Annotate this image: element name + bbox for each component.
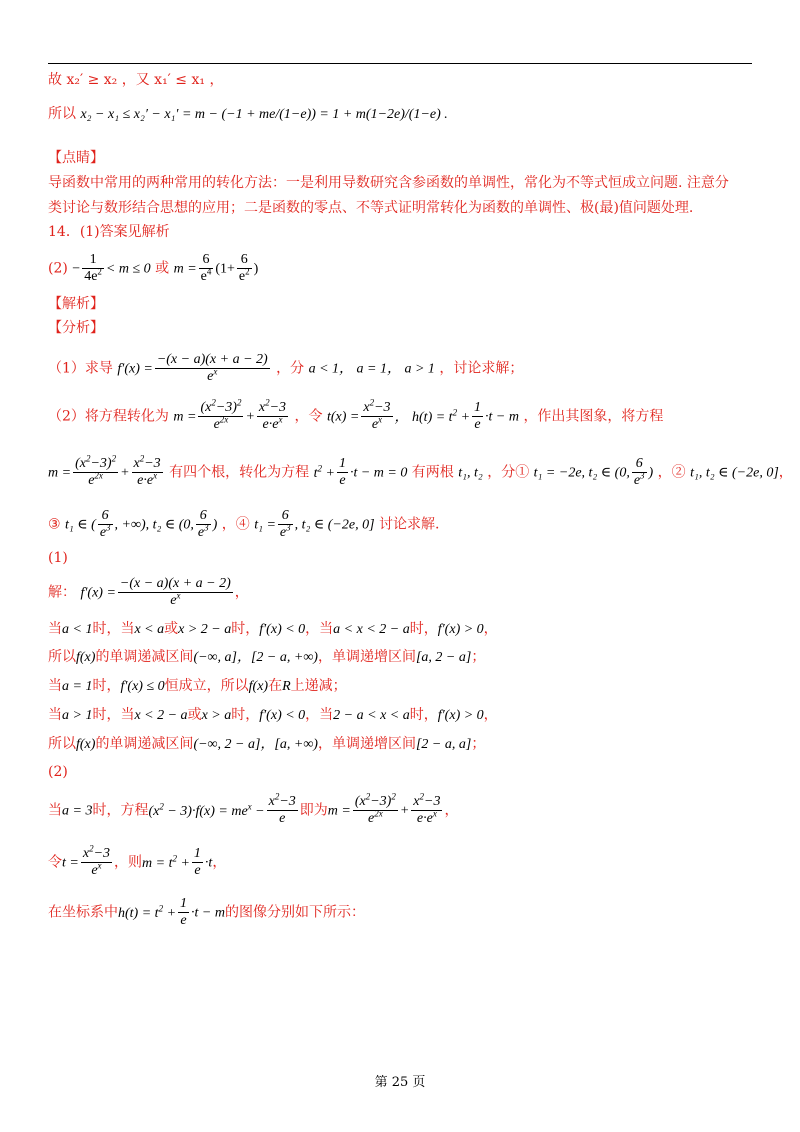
text-p2: (2): [48, 764, 68, 780]
text-c4b: 时，当: [92, 707, 135, 723]
analysis-4: ③ t₁ ∈ ( $\frac{6}{e^3}$ , +∞), t₂ ∈ (0, $\frac{6}{e^3}$ ) ，④ t₁ = $\frac{6}{e^3}$ , t₂ ∈ (−2e, 0] 讨论求解.: [48, 508, 440, 540]
math-difference: x₂ − x₁ ≤ x₂′ − x₁′ = m − (−1 + me/(1−e)) = 1 + m(1−2e)/(1−e) .: [80, 107, 448, 122]
dianjing-line-2: [48, 198, 693, 218]
part-2-graph-intro: 在坐标系中$h(t) = t^2$ + $\frac{1}{e}$ ·t − m的图像分别如下所示：: [48, 896, 365, 928]
text-c1d: 时，: [231, 621, 260, 637]
text-or: 或: [155, 260, 170, 277]
text-fx1a: （1）求导: [48, 360, 113, 377]
text-c3c: 恒成立，所以: [164, 678, 249, 694]
text-c3a: 当: [48, 678, 62, 694]
text-fx3a: 有四个根，转化为方程: [169, 464, 310, 481]
text-c3d: 在: [268, 678, 283, 694]
heading-dianjing: [48, 148, 104, 168]
text-c1b: 时，当: [92, 621, 135, 637]
solution-derivative: 解： f′(x) = $\frac{-(x - a)(x + a - 2)}{e^x}$ ，: [48, 576, 249, 608]
text-14-1: 14．(1)答案见解析: [48, 224, 170, 240]
heading-fenxi: [48, 318, 104, 338]
text-fx1c: ，讨论求解；: [439, 360, 524, 377]
text-c1c: 或: [164, 621, 179, 637]
text-jie: 解：: [48, 584, 76, 601]
case-a-gt-1: 当a > 1时，当x < 2 − a或x > a时，f′(x) < 0，当2 − a < x < a时，f′(x) > 0，: [48, 707, 498, 723]
text-c4d: 时，: [231, 707, 260, 723]
text-p1: (1): [48, 550, 68, 566]
text-fx4b: ，④: [221, 516, 250, 533]
text-c4e: ，当: [305, 707, 334, 723]
text-c3e: 上递减；: [290, 678, 347, 694]
monotonic-a-gt-1: 所以f(x)的单调递减区间(−∞, 2 − a]，[a, +∞)，单调递增区间[2 − a, a]；: [48, 736, 486, 752]
top-rule: [48, 63, 752, 64]
text-c1a: 当: [48, 621, 62, 637]
text-dj1: 导函数中常用的两种常用的转化方法：一是利用导数研究含参函数的单调性，常化为不等式恒成立问题. 注意分: [48, 175, 729, 191]
text-fx3d: ，②: [657, 464, 686, 481]
text-c2a: 所以: [48, 649, 76, 665]
text-jiexi: 【解析】: [48, 296, 104, 312]
text-c2c: ，单调递增区间: [317, 649, 416, 665]
part-1-label: [48, 548, 68, 568]
text-fx1b: ，分: [276, 360, 305, 377]
text-d2b: ，则: [114, 854, 143, 871]
answer-14-2: (2) − $\frac{1}{4e^2}$ < m ≤ 0 或 m = $\frac{6}{e^4}$ (1+ $\frac{6}{e^2}$ ): [48, 252, 259, 284]
text-fx3b: 有两根: [411, 464, 454, 481]
line-difference: [48, 104, 448, 125]
part-2-substitution: 令t = $\frac{x^2-3}{e^x}$ ，则$m = t^2$ + $\frac{1}{e}$ ·t，: [48, 843, 227, 878]
monotonic-a-lt-1: 所以f(x)的单调递减区间(−∞, a]，[2 − a, +∞)，单调递增区间[a, 2 − a]；: [48, 649, 486, 665]
text-c1f: 时，: [409, 621, 438, 637]
text-c4c: 或: [187, 707, 202, 723]
text-conclusion: 故 x₂′ ≥ x₂ ，又 x₁′ ≤ x₁ ，: [48, 72, 224, 88]
text-fenxi: 【分析】: [48, 320, 104, 336]
text-d1a: 当: [48, 802, 62, 819]
text-d2a: 令: [48, 854, 62, 871]
text-c3b: 时，: [92, 678, 121, 694]
line-conclusion-x2: [48, 70, 223, 90]
case-a-eq-1: 当a = 1时，f′(x) ≤ 0恒成立，所以f(x)在R上递减；: [48, 678, 347, 694]
case-a-lt-1: 当a < 1时，当x < a或x > 2 − a时，f′(x) < 0，当a < x < 2 − a时，f′(x) > 0，: [48, 621, 498, 637]
text-c5b: 的单调递减区间: [95, 736, 194, 752]
text-dianjing: 【点睛】: [48, 150, 104, 166]
analysis-2: （2）将方程转化为 m = $\frac{(x^2-3)^2}{e^{2x}}$ + $\frac{x^2-3}{e\cdot e^x}$ ，令 t(x) = $\frac{x^2-3}{e^x}$ ， $h(t) = t^2$ + $\frac{1}{e}$ ·t − m ，作出其图象，将方程: [48, 397, 664, 432]
page-footer: 第 25 页: [374, 1075, 426, 1090]
text-c2b: 的单调递减区间: [95, 649, 194, 665]
text-d3a: 在坐标系中: [48, 904, 118, 921]
text-c4a: 当: [48, 707, 62, 723]
text-fx2a: （2）将方程转化为: [48, 408, 169, 425]
part-2-label: [48, 762, 68, 782]
text-c4f: 时，: [409, 707, 438, 723]
text-suoyi: 所以: [48, 106, 76, 122]
text-c5a: 所以: [48, 736, 76, 752]
heading-jiexi: [48, 294, 104, 314]
text-fx2b: ，令: [294, 408, 323, 425]
text-fx3c: ，分①: [487, 464, 530, 481]
text-dj2: 类讨论与数形结合思想的应用；二是函数的零点、不等式证明常转化为函数的单调性、极(最)值问题处理.: [48, 200, 694, 216]
analysis-1: （1）求导 f′(x) = $\frac{-(x - a)(x + a - 2)}{e^x}$ ，分 a < 1， a = 1， a > 1 ，讨论求解；: [48, 352, 524, 384]
text-fx4a: ③: [48, 516, 61, 533]
analysis-3: m = $\frac{(x^2-3)^2}{e^{2x}}$ + $\frac{x^2-3}{e\cdot e^x}$ 有四个根，转化为方程 $t^2$ + $\frac{1}{e}$ ·t − m = 0 有两根 t₁, t₂ ，分① t₁ = −2e, t₂ ∈ (0, $\frac{6}{e^3}$ ) ，② t₁, t₂ ∈ (−2e, 0]，: [48, 453, 793, 488]
text-d1b: 时，方程: [92, 802, 149, 819]
text-fx4c: 讨论求解.: [379, 516, 440, 533]
answer-14-1: [48, 222, 170, 242]
text-c1e: ，当: [305, 621, 334, 637]
text-fx2c: ，作出其图象，将方程: [523, 408, 664, 425]
part-2-equation: 当a = 3时，方程$(x^2 - 3)\cdot f(x) = me^x$ − $\frac{x^2-3}{e}$ 即为m = $\frac{(x^2-3)^2}{e^{2x}}$ + $\frac{x^2-3}{e\cdot e^x}$ ，: [48, 791, 459, 826]
text-d1c: 即为: [299, 802, 328, 819]
text-d3b: 的图像分别如下所示：: [224, 904, 365, 921]
text-14-2-pre: (2): [48, 260, 68, 277]
text-c5c: ，单调递增区间: [317, 736, 416, 752]
dianjing-line-1: [48, 173, 729, 193]
